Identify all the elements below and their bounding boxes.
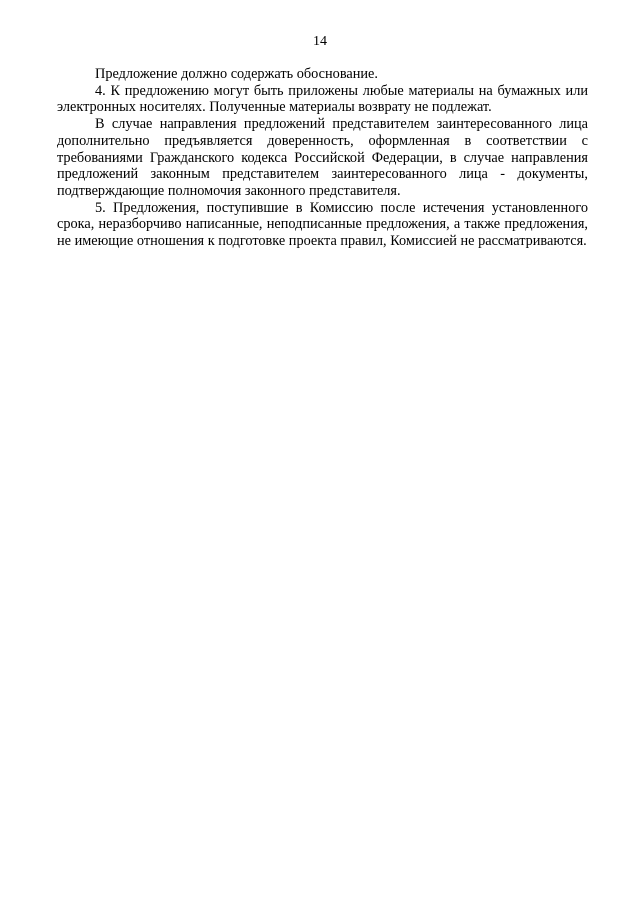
page-number: 14 bbox=[313, 34, 327, 49]
paragraph-item-5: 5. Предложения, поступившие в Комиссию после истечения установленного срока, неразборчиво написанные, неподписанные предложения, а также предложения, не имеющие отношения к подготовке проекта правил, Комиссией не рассматриваются. bbox=[57, 199, 588, 250]
paragraph-representative: В случае направления предложений представителем заинтересованного лица дополнительно предъявляется доверенность, оформленная в соответствии с требованиями Гражданского кодекса Российской Федерации, в случае направления предложений законным представителем заинтересованного лица - документы, подтверждающие полномочия законного представителя. bbox=[57, 116, 588, 199]
document-body bbox=[57, 66, 588, 250]
paragraph-item-4: 4. К предложению могут быть приложены любые материалы на бумажных или электронных носителях. Полученные материалы возврату не подлежат. bbox=[57, 82, 588, 116]
paragraph-justification: Предложение должно содержать обоснование. bbox=[95, 66, 378, 82]
